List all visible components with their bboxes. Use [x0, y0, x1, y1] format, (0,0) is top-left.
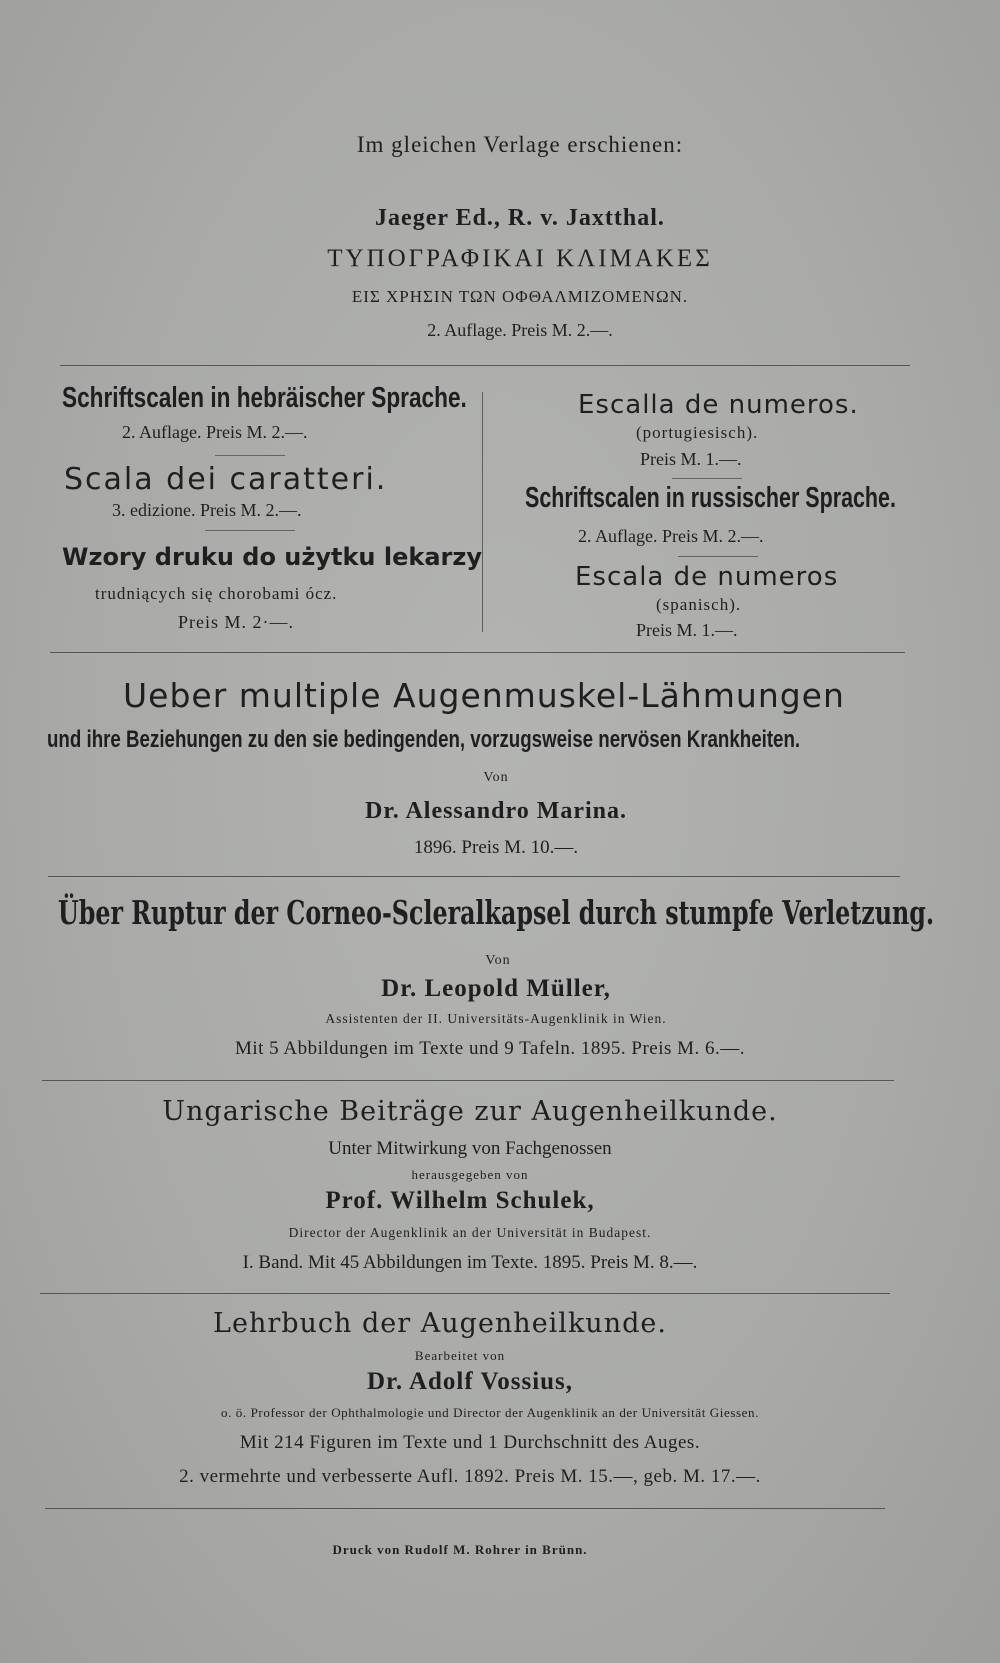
divider — [60, 365, 910, 366]
vossius-author: Dr. Adolf Vossius, — [366, 1368, 574, 1395]
hebrew-edition: 2. Auflage. Preis M. 2.—. — [122, 422, 308, 442]
marina-title: Ueber multiple Augenmuskel-Lähmungen — [123, 676, 845, 715]
hebrew-title: Schriftscalen in hebräischer Sprache. — [62, 382, 467, 414]
schulek-editor: Prof. Wilhelm Schulek, — [325, 1187, 595, 1214]
schulek-line1: Unter Mitwirkung von Fachgenossen — [328, 1138, 612, 1159]
vossius-bearbeitet: Bearbeitet von — [414, 1348, 506, 1363]
printer-imprint: Druck von Rudolf M. Rohrer in Brünn. — [332, 1542, 588, 1557]
schulek-title: Ungarische Beiträge zur Augenheilkunde. — [162, 1096, 778, 1127]
italian-title: Scala dei caratteri. — [64, 462, 388, 497]
marina-author: Dr. Alessandro Marina. — [364, 798, 628, 824]
polish-price: Preis M. 2·—. — [178, 612, 294, 632]
spanish-title: Escala de numeros — [575, 562, 839, 592]
divider — [40, 1293, 890, 1294]
vossius-affiliation: o. ö. Professor der Ophthalmologie und Director der Augenklinik an der Universität Giessen. — [220, 1405, 760, 1420]
mueller-author: Dr. Leopold Müller, — [381, 975, 611, 1002]
italian-edition: 3. edizione. Preis M. 2.—. — [112, 500, 302, 520]
divider — [42, 1080, 894, 1081]
vossius-title: Lehrbuch der Augenheilkunde. — [213, 1308, 667, 1339]
jaeger-edition: 2. Auflage. Preis M. 2.—. — [427, 320, 613, 340]
jaeger-subtitle-greek: ΕΙΣ ΧΡΗΣΙΝ ΤΩΝ ΟΦΘΑΛΜΙΖΟΜΕΝΩΝ. — [351, 287, 689, 306]
marina-subtitle: und ihre Beziehungen zu den sie bedingenden, vorzugsweise nervösen Krankheiten. — [47, 726, 801, 753]
divider — [50, 652, 905, 653]
mueller-affiliation: Assistenten der II. Universitäts-Augenklinik in Wien. — [325, 1011, 667, 1026]
column-separator — [482, 392, 483, 632]
divider — [672, 478, 742, 479]
schulek-affiliation: Director der Augenklinik an der Universität in Budapest. — [288, 1225, 652, 1240]
mueller-details: Mit 5 Abbildungen im Texte und 9 Tafeln. 1895. Preis M. 6.—. — [234, 1038, 746, 1059]
divider — [205, 530, 295, 531]
vossius-details-2: 2. vermehrte und verbesserte Aufl. 1892. Preis M. 15.—, geb. M. 17.—. — [179, 1466, 761, 1487]
jaeger-title-greek: ΤΥΠΟΓΡΑΦΙΚΑΙ ΚΛΙΜΑΚΕΣ — [327, 245, 713, 272]
divider — [45, 1508, 885, 1509]
portuguese-subtitle: (portugiesisch). — [636, 423, 759, 442]
spanish-subtitle: (spanisch). — [656, 595, 742, 614]
divider — [215, 455, 285, 456]
russian-title: Schriftscalen in russischer Sprache. — [525, 482, 896, 514]
marina-price: 1896. Preis M. 10.—. — [413, 837, 579, 858]
vossius-details-1: Mit 214 Figuren im Texte und 1 Durchschnitt des Auges. — [239, 1432, 701, 1453]
mueller-title: Über Ruptur der Corneo-Scleralkapsel durch stumpfe Verletzung. — [58, 893, 935, 932]
polish-title: Wzory druku do użytku lekarzy — [62, 543, 482, 571]
divider — [48, 876, 900, 877]
mueller-von: Von — [485, 953, 511, 968]
jaeger-author: Jaeger Ed., R. v. Jaxtthal. — [375, 205, 665, 231]
schulek-details: I. Band. Mit 45 Abbildungen im Texte. 1895. Preis M. 8.—. — [242, 1252, 698, 1273]
portuguese-price: Preis M. 1.—. — [640, 449, 742, 469]
spanish-price: Preis M. 1.—. — [636, 620, 738, 640]
polish-subtitle: trudniących się chorobami ócz. — [95, 584, 338, 603]
portuguese-title: Escalla de numeros. — [578, 390, 859, 420]
publisher-intro: Im gleichen Verlage erschienen: — [356, 132, 684, 157]
marina-von: Von — [483, 770, 509, 785]
divider — [678, 556, 758, 557]
schulek-line2: herausgegeben von — [411, 1167, 529, 1182]
russian-edition: 2. Auflage. Preis M. 2.—. — [578, 526, 764, 546]
